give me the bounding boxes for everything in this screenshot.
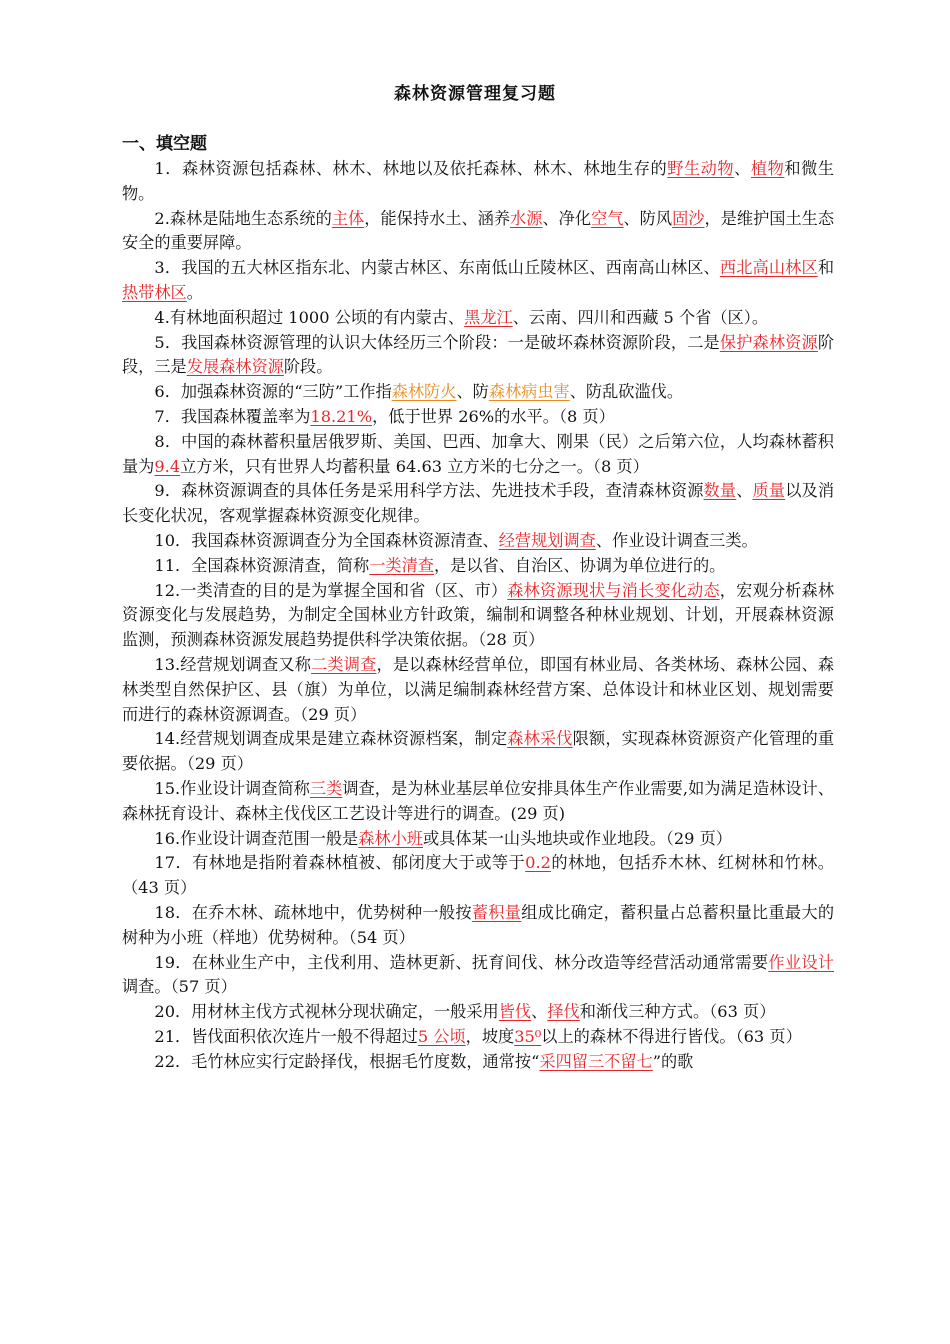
answer-blank: 固沙 bbox=[672, 208, 705, 228]
question-11 bbox=[122, 554, 834, 579]
question-text: 22．毛竹林应实行定龄择伐，根据毛竹度数，通常按“ bbox=[154, 1051, 540, 1071]
question-text: 1．森林资源包括森林、林木、林地以及依托森林、林木、林地生存的 bbox=[154, 159, 668, 178]
answer-blank: 热带林区 bbox=[122, 282, 187, 302]
question-20 bbox=[122, 1000, 834, 1025]
question-3 bbox=[122, 256, 834, 306]
question-text: 14.经营规划调查成果是建立森林资源档案，制定 bbox=[154, 729, 508, 749]
question-text: 17．有林地是指附着森林植被、郁闭度大于或等于 bbox=[154, 853, 526, 873]
question-text: 21．皆伐面积依次连片一般不得超过 bbox=[154, 1026, 418, 1046]
question-text: ，坡度 bbox=[465, 1026, 515, 1046]
answer-blank: 野生动物 bbox=[667, 159, 735, 178]
answer-blank: 35⁰ bbox=[514, 1026, 542, 1046]
question-text: 6．加强森林资源的“三防”工作指 bbox=[154, 382, 392, 402]
question-14 bbox=[122, 727, 834, 777]
question-text: ”的歌 bbox=[652, 1051, 694, 1071]
question-text: 13.经营规划调查又称 bbox=[154, 654, 312, 674]
question-text: 20．用材林主伐方式视林分现状确定，一般采用 bbox=[154, 1002, 499, 1022]
question-8 bbox=[122, 430, 834, 480]
question-text: 、 bbox=[531, 1002, 548, 1022]
question-text: 10．我国森林资源调查分为全国森林资源清查、 bbox=[154, 530, 499, 550]
question-text: 、作业设计调查三类。 bbox=[595, 530, 758, 550]
question-text: ，低于世界 26%的水平。（8 页） bbox=[372, 406, 615, 426]
question-text: 、 bbox=[736, 481, 753, 501]
question-text: 阶段。 bbox=[283, 357, 333, 377]
question-4 bbox=[122, 306, 834, 331]
answer-blank: 森林病虫害 bbox=[488, 382, 570, 402]
answer-blank: 森林资源现状与消长变化动态 bbox=[507, 580, 720, 600]
question-text: 、 bbox=[734, 159, 751, 178]
question-text: 限额，实现森林资源资产化管理的重要依据。（29 页） bbox=[122, 729, 835, 774]
question-text: 5．我国森林资源管理的认识大体经历三个阶段：一是破坏森林资源阶段，二是 bbox=[154, 332, 720, 352]
question-text: 立方米，只有世界人均蓄积量 64.63 立方米的七分之一。（8 页） bbox=[180, 456, 649, 476]
answer-blank: 西北高山林区 bbox=[719, 258, 818, 278]
question-text: 16.作业设计调查范围一般是 bbox=[154, 828, 359, 848]
answer-blank: 黑龙江 bbox=[464, 307, 513, 327]
answer-blank: 择伐 bbox=[547, 1002, 580, 1022]
question-text: 3．我国的五大林区指东北、内蒙古林区、东南低山丘陵林区、西南高山林区、 bbox=[154, 258, 720, 278]
question-1 bbox=[122, 157, 834, 207]
answer-blank: 空气 bbox=[591, 208, 624, 228]
question-7 bbox=[122, 405, 834, 430]
question-5 bbox=[122, 331, 834, 381]
answer-blank: 0.2 bbox=[525, 853, 551, 873]
question-text: ，是维护国土生态安全的重要屏障。 bbox=[122, 208, 835, 253]
answer-blank: 作业设计 bbox=[768, 952, 834, 972]
question-text: 19．在林业生产中，主伐利用、造林更新、抚育间伐、林分改造等经营活动通常需要 bbox=[154, 952, 769, 972]
question-16 bbox=[122, 827, 834, 852]
answer-blank: 采四留三不留七 bbox=[539, 1051, 653, 1071]
question-15 bbox=[122, 777, 834, 827]
answer-blank: 二类调查 bbox=[311, 654, 377, 674]
question-17 bbox=[122, 851, 834, 901]
question-text: ，是以省、自治区、协调为单位进行的。 bbox=[434, 555, 726, 575]
question-text: 7．我国森林覆盖率为 bbox=[154, 406, 311, 426]
question-text: 和渐伐三种方式。（63 页） bbox=[579, 1002, 776, 1022]
question-text: 15.作业设计调查简称 bbox=[154, 778, 310, 798]
answer-blank: 数量 bbox=[703, 481, 737, 501]
section-heading: 一、填空题 bbox=[122, 134, 207, 154]
question-text: 12.一类清查的目的是为掌握全国和省（区、市） bbox=[154, 580, 508, 600]
question-21 bbox=[122, 1025, 834, 1050]
question-text: 、防 bbox=[456, 382, 489, 402]
answer-blank: 一类清查 bbox=[369, 555, 434, 575]
question-12 bbox=[122, 579, 834, 653]
question-13 bbox=[122, 653, 834, 727]
answer-blank: 主体 bbox=[331, 208, 365, 228]
page-title: 森林资源管理复习题 bbox=[394, 84, 556, 104]
answer-blank: 5 公顷 bbox=[417, 1026, 466, 1046]
answer-blank: 皆伐 bbox=[498, 1002, 532, 1022]
question-text: 、净化 bbox=[542, 208, 592, 228]
question-6 bbox=[122, 380, 834, 405]
answer-blank: 蓄积量 bbox=[471, 902, 522, 922]
question-text: 。 bbox=[186, 282, 203, 302]
question-text: 的林地，包括乔木林、红树林和竹林。（43 页） bbox=[122, 853, 834, 898]
question-text: 以上的森林不得进行皆伐。（63 页） bbox=[541, 1026, 802, 1046]
question-text: 4.有林地面积超过 1000 公顷的有内蒙古、 bbox=[154, 307, 465, 327]
question-text: 2.森林是陆地生态系统的 bbox=[154, 208, 332, 228]
question-text: 组成比确定，蓄积量占总蓄积量比重最大的树种为小班（样地）优势树种。（54 页） bbox=[122, 902, 835, 947]
question-text: 调查，是为林业基层单位安排具体生产作业需要,如为满足造林设计、森林抚育设计、森林主伐伐区工艺设计等进行的调查。(29 页) bbox=[122, 778, 834, 823]
question-text: ，能保持水土、涵养 bbox=[364, 208, 511, 228]
answer-blank: 质量 bbox=[752, 481, 786, 501]
answer-blank: 发展森林资源 bbox=[186, 357, 284, 377]
question-text: 调查。（57 页） bbox=[122, 977, 237, 997]
answer-blank: 水源 bbox=[510, 208, 543, 228]
question-2 bbox=[122, 207, 834, 257]
question-text: ，宏观分析森林资源变化与发展趋势，为制定全国林业方针政策，编制和调整各种林业规划、计划，开展森林资源监测，预测森林资源发展趋势提供科学决策依据。（28 页） bbox=[122, 580, 835, 650]
question-list bbox=[122, 157, 834, 1074]
question-18 bbox=[122, 901, 834, 951]
question-text: 、防风 bbox=[623, 208, 673, 228]
answer-blank: 森林小班 bbox=[358, 828, 423, 848]
question-19 bbox=[122, 951, 834, 1001]
question-9 bbox=[122, 479, 834, 529]
question-text: 9．森林资源调查的具体任务是采用科学方法、先进技术手段，查清森林资源 bbox=[154, 481, 704, 501]
question-text: 或具体某一山头地块或作业地段。（29 页） bbox=[422, 828, 732, 848]
question-22 bbox=[122, 1050, 834, 1075]
answer-blank: 保护森林资源 bbox=[719, 332, 818, 352]
answer-blank: 森林防火 bbox=[391, 382, 457, 402]
answer-blank: 植物 bbox=[750, 159, 785, 178]
question-text: 和微生物。 bbox=[122, 159, 835, 203]
answer-blank: 森林采伐 bbox=[507, 729, 573, 749]
question-10 bbox=[122, 529, 834, 554]
question-text: 阶段，三是 bbox=[122, 332, 835, 377]
question-text: 和 bbox=[817, 258, 835, 278]
question-text: 8．中国的森林蓄积量居俄罗斯、美国、巴西、加拿大、刚果（民）之后第六位，人均森林蓄积量为 bbox=[122, 431, 834, 476]
question-text: 18．在乔木林、疏林地中，优势树种一般按 bbox=[154, 902, 472, 922]
question-text: 11．全国森林资源清查，简称 bbox=[154, 555, 370, 575]
answer-blank: 三类 bbox=[309, 778, 343, 798]
answer-blank: 9.4 bbox=[154, 456, 181, 476]
answer-blank: 18.21% bbox=[310, 406, 373, 426]
question-text: ，是以森林经营单位，即国有林业局、各类林场、森林公园、森林类型自然保护区、县（旗）为单位，以满足编制森林经营方案、总体设计和林业区划、规划需要而进行的森林资源调查。（29 页） bbox=[122, 654, 835, 724]
question-text: 、云南、四川和西藏 5 个省（区）。 bbox=[512, 307, 769, 327]
question-text: 、防乱砍滥伐。 bbox=[569, 382, 684, 402]
question-text: 以及消长变化状况，客观掌握森林资源变化规律。 bbox=[122, 481, 835, 526]
answer-blank: 经营规划调查 bbox=[498, 530, 596, 550]
